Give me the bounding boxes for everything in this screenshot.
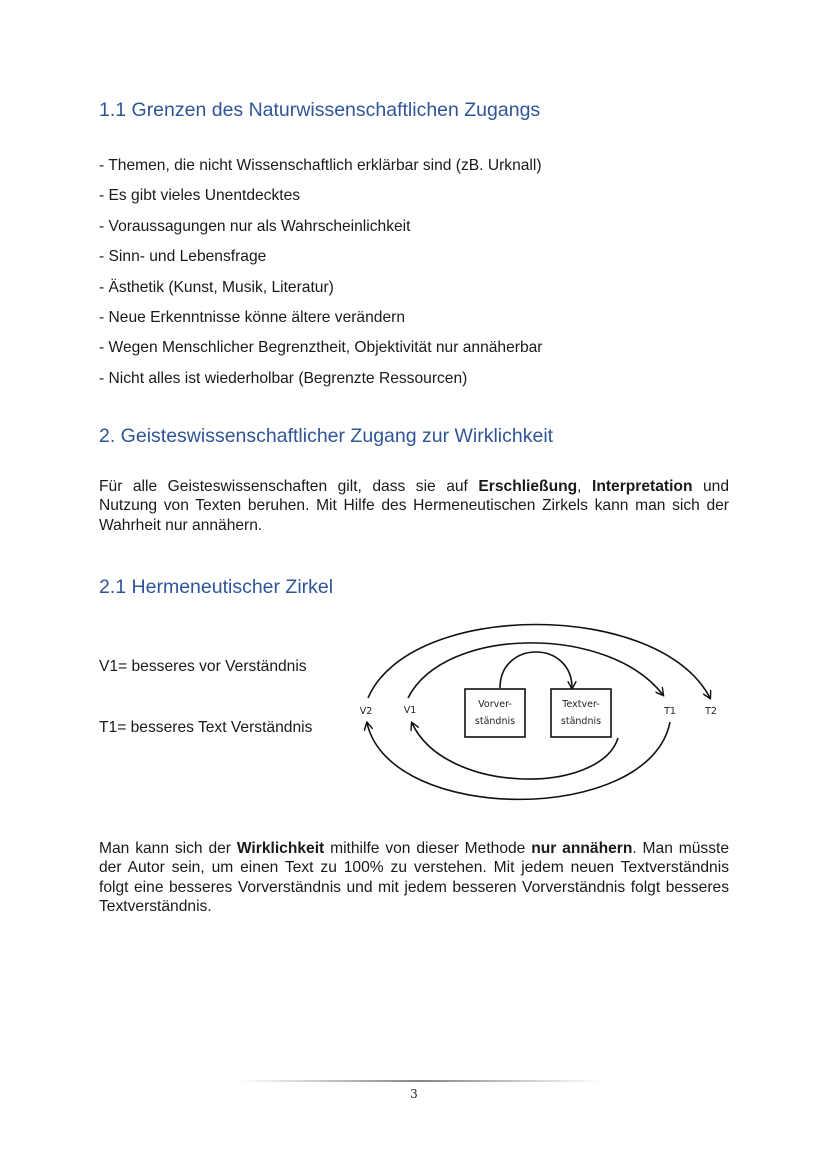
paragraph-text: Für alle Geisteswissenschaften gilt, dass sie auf bbox=[99, 478, 479, 495]
label-v1: V1 bbox=[403, 705, 417, 716]
bold-term-nur-annaehern: nur annähern bbox=[531, 840, 633, 857]
list-item: - Neue Erkenntnisse könne ältere verändern bbox=[99, 308, 405, 326]
section-heading-1-1: 1.1 Grenzen des Naturwissenschaftlichen Zugangs bbox=[99, 99, 541, 121]
box-textverstaendnis-line1: Textver- bbox=[562, 699, 600, 710]
list-item: - Voraussagungen nur als Wahrscheinlichkeit bbox=[99, 217, 411, 235]
list-item: - Es gibt vieles Unentdecktes bbox=[99, 187, 301, 205]
page-number: 3 bbox=[410, 1087, 418, 1101]
limits-list bbox=[99, 151, 543, 394]
legend-t1: T1= besseres Text Verständnis bbox=[99, 719, 313, 736]
label-v2: V2 bbox=[359, 706, 373, 717]
paragraph-text: und Nutzung von Texten beruhen. Mit Hilfe des Hermeneutischen Zirkels kann man sich der Wahrheit nur annähern. bbox=[99, 478, 729, 534]
bold-term-interpretation: Interpretation bbox=[591, 478, 693, 495]
box-vorverstaendnis-line1: Vorver- bbox=[478, 699, 512, 710]
list-item: - Sinn- und Lebensfrage bbox=[99, 248, 267, 266]
arrow-outer-top bbox=[368, 625, 710, 699]
box-textverstaendnis-line2: ständnis bbox=[560, 716, 602, 727]
diagram-arrows bbox=[367, 625, 710, 800]
paragraph-text: Man kann sich der bbox=[99, 840, 237, 857]
arrow-box-loop bbox=[500, 652, 572, 688]
label-t2: T2 bbox=[705, 706, 717, 717]
section-heading-2-1: 2.1 Hermeneutischer Zirkel bbox=[99, 576, 334, 598]
bold-term-erschliessung: Erschließung bbox=[478, 478, 578, 495]
paragraph-text: , bbox=[577, 478, 592, 495]
box-vorverstaendnis bbox=[465, 689, 525, 737]
arrow-inner-top bbox=[408, 643, 663, 698]
list-item: - Ästhetik (Kunst, Musik, Literatur) bbox=[99, 278, 334, 296]
legend-v1: V1= besseres vor Verständnis bbox=[99, 658, 307, 675]
box-vorverstaendnis-line2: ständnis bbox=[474, 716, 516, 727]
list-item: - Themen, die nicht Wissenschaftlich erklärbar sind (zB. Urknall) bbox=[99, 157, 542, 174]
paragraph-text: mithilfe von dieser Methode bbox=[324, 840, 532, 857]
box-textverstaendnis bbox=[551, 689, 611, 737]
footer-divider bbox=[240, 1080, 600, 1082]
list-item: - Nicht alles ist wiederholbar (Begrenzte Ressourcen) bbox=[99, 369, 468, 387]
bold-term-wirklichkeit: Wirklichkeit bbox=[236, 840, 325, 857]
section-heading-2: 2. Geisteswissenschaftlicher Zugang zur Wirklichkeit bbox=[99, 425, 554, 447]
list-item: - Wegen Menschlicher Begrenztheit, Objektivität nur annäherbar bbox=[99, 339, 543, 357]
label-t1: T1 bbox=[664, 706, 676, 717]
hermeneutic-circle-diagram bbox=[350, 610, 740, 810]
paragraph-text: . Man müsste der Autor sein, um einen Text zu 100% zu verstehen. Mit jedem neuen Textverständnis folgt eine besseres Vorverständnis und mit jedem besseren Vorverständnis folgt besseres Textverständnis. bbox=[99, 840, 730, 916]
conclusion-paragraph bbox=[99, 839, 729, 917]
intro-paragraph bbox=[99, 477, 729, 535]
